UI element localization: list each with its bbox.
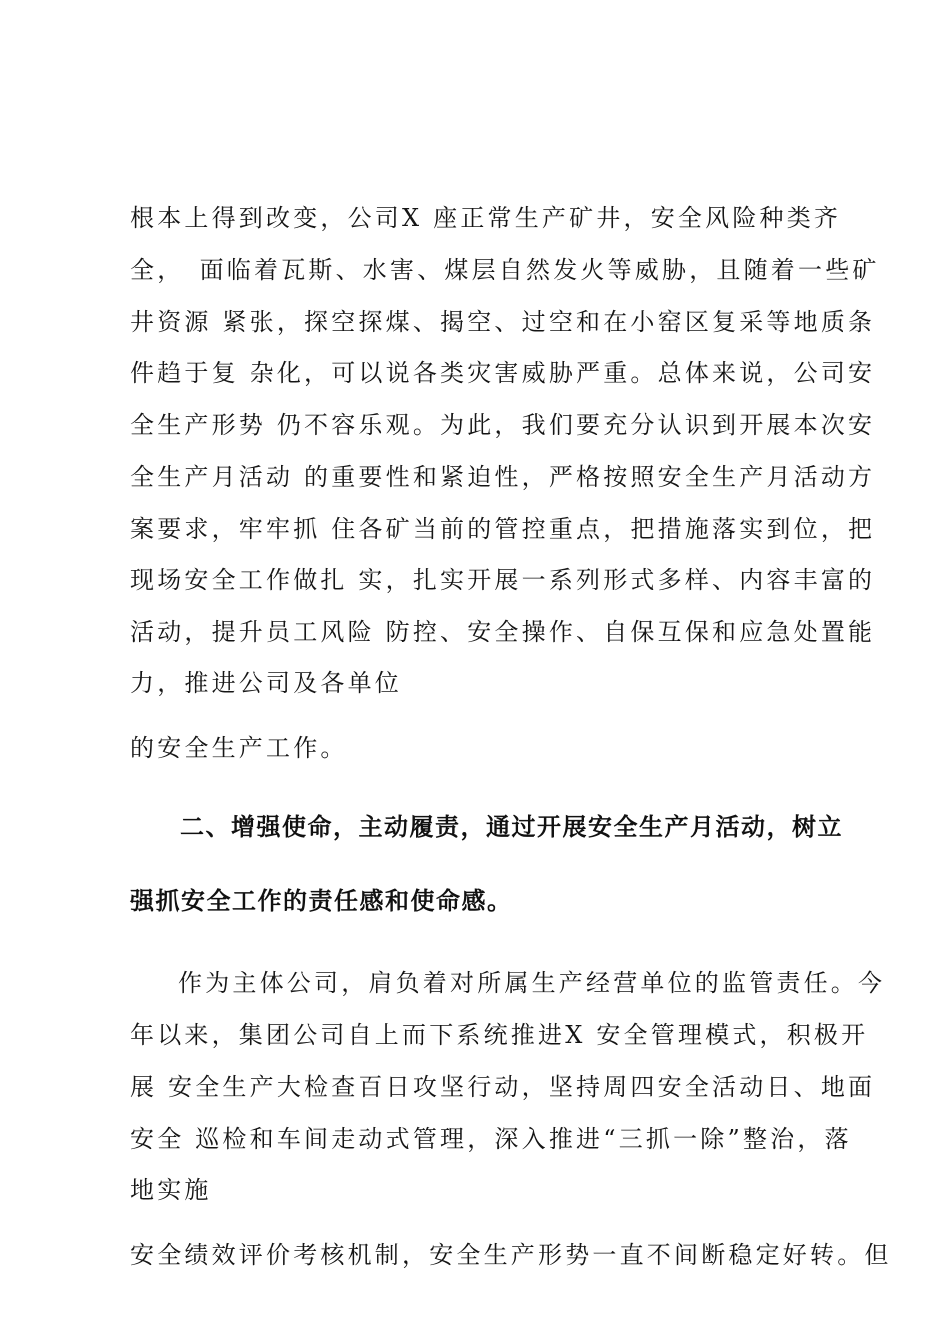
paragraph-1-line-11: 的安全生产工作。 bbox=[130, 734, 348, 762]
section-heading-line-2: 强抓安全工作的责任感和使命感。 bbox=[130, 887, 513, 915]
paragraph-2-line-5: 地实施 bbox=[130, 1176, 212, 1204]
paragraph-1-line-8: 现场安全工作做扎 实，扎实开展一系列形式多样、内容丰富的 bbox=[130, 566, 876, 594]
paragraph-2-line-2: 年以来，集团公司自上而下系统推进X 安全管理模式，积极开 bbox=[130, 1021, 869, 1049]
paragraph-2-line-1: 作为主体公司，肩负着对所属生产经营单位的监管责任。今 bbox=[178, 969, 886, 997]
paragraph-1-line-4: 件趋于复 杂化，可以说各类灾害威胁严重。总体来说，公司安 bbox=[130, 359, 876, 387]
paragraph-1-line-10: 力，推进公司及各单位 bbox=[130, 669, 402, 697]
paragraph-2-line-3: 展 安全生产大检查百日攻坚行动，坚持周四安全活动日、地面 bbox=[130, 1073, 876, 1101]
paragraph-2-line-4: 安全 巡检和车间走动式管理，深入推进“三抓一除”整治，落 bbox=[130, 1125, 852, 1153]
paragraph-2-line-6: 安全绩效评价考核机制，安全生产形势一直不间断稳定好转。但 bbox=[130, 1241, 892, 1269]
paragraph-1-line-1: 根本上得到改变，公司X 座正常生产矿井，安全风险种类齐 bbox=[130, 204, 842, 232]
paragraph-1-line-5: 全生产形势 仍不容乐观。为此，我们要充分认识到开展本次安 bbox=[130, 411, 876, 439]
paragraph-1-line-3: 井资源 紧张，探空探煤、揭空、过空和在小窑区复采等地质条 bbox=[130, 308, 876, 336]
paragraph-1-line-9: 活动，提升员工风险 防控、安全操作、自保互保和应急处置能 bbox=[130, 618, 876, 646]
paragraph-1-line-6: 全生产月活动 的重要性和紧迫性，严格按照安全生产月活动方 bbox=[130, 463, 876, 491]
paragraph-1-line-2: 全， 面临着瓦斯、水害、煤层自然发火等威胁，且随着一些矿 bbox=[130, 256, 880, 284]
section-heading-line-1: 二、增强使命，主动履责，通过开展安全生产月活动，树立 bbox=[180, 813, 843, 841]
paragraph-1-line-7: 案要求，牢牢抓 住各矿当前的管控重点，把措施落实到位，把 bbox=[130, 515, 876, 543]
